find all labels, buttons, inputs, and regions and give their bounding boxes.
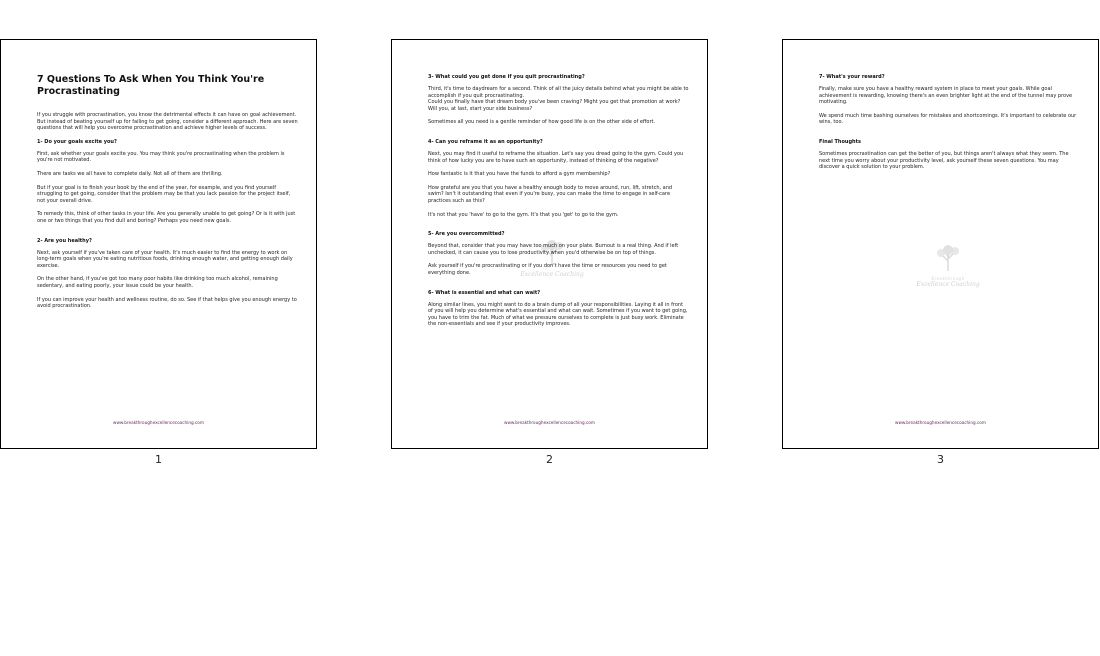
paragraph: Along similar lines, you might want to do a brain dump of all your responsibilities. Laying it all in front of you will help you determine what's essential and what can wait. Sometimes if you want to get going, you have to trim the fat. Much of what we pressure ourselves to complete is just busy work. Eliminate the non-essentials and see if your productivity improves.	[428, 301, 688, 328]
page-3	[782, 39, 1099, 449]
paragraph: To remedy this, think of other tasks in your life. Are you generally unable to get going? Or is it with just one or two things that you find dull and boring? Perhaps you need new goals.	[37, 211, 296, 224]
paragraph: How grateful are you that you have a healthy enough body to move around, run, lift, stretch, and swim? Isn't it outstanding that even if you're busy, you can make the time to engage in self-care practices such as this?	[428, 184, 673, 204]
intro-paragraph: If you struggle with procrastination, you know the detrimental effects it can have on goal achievement. But instead of beating yourself up for failing to get going, consider a different approach. Here are seven questions that will help you overcome procrastination and achieve higher levels of success.	[37, 112, 298, 132]
document-title: 7 Questions To Ask When You Think You're Procrastinating	[37, 74, 265, 97]
page-1	[0, 39, 317, 449]
paragraph: We spend much time bashing ourselves for mistakes and shortcomings. It's important to celebrate our wins, too.	[819, 112, 1077, 126]
paragraph: But if your goal is to finish your book by the end of the year, for example, and you find yourself struggling to get going, consider that the problem may be that you lack passion for the project itself, not your overall drive.	[37, 184, 291, 204]
paragraph: It's not that you 'have' to go to the gym. It's that you 'get' to go to the gym.	[428, 211, 619, 218]
page-2-wrapper	[391, 39, 708, 466]
paragraph: How fantastic is it that you have the funds to afford a gym membership?	[428, 171, 611, 178]
page-2-content	[428, 74, 689, 335]
footer-website-link[interactable]: www.breakthroughexcellencecoaching.com	[504, 420, 595, 425]
paragraph: Beyond that, consider that you may have too much on your plate. Burnout is a real thing. And if left unchecked, it can cause you to lose productivity when you'd otherwise be on top of things.	[428, 243, 679, 256]
page-number-label: 3	[937, 453, 944, 466]
paragraph: Sometimes all you need is a gentle reminder of how good life is on the other side of effort.	[428, 119, 656, 126]
question-6-heading: 6- What is essential and what can wait?	[428, 289, 541, 296]
paragraph: Sometimes procrastination can get the better of you, but things aren't always what they seem. The next time you worry about your productivity level, ask yourself these seven questions. You may discover a quick solution to your problem.	[819, 150, 1069, 171]
paragraph: Finally, make sure you have a healthy reward system in place to meet your goals. While goal achievement is rewarding, knowing there's an even brighter light at the end of the tunnel may prove motivating.	[819, 86, 1073, 106]
page-1-wrapper	[0, 39, 317, 466]
watermark-title: Breakthrough	[931, 276, 965, 281]
watermark-text: Excellence Coaching	[520, 271, 584, 278]
page-1-content	[37, 74, 298, 317]
paragraph: There are tasks we all have to complete daily. Not all of them are thrilling.	[37, 170, 223, 177]
question-5-heading: 5- Are you overcommitted?	[428, 231, 505, 238]
page-2	[391, 39, 708, 449]
question-7-heading: 7- What's your reward?	[819, 74, 885, 80]
paragraph: If you can improve your health and wellness routine, do so. See if that helps give you enough energy to avoid procrastination.	[37, 296, 297, 310]
question-1-heading: 1- Do your goals excite you?	[37, 138, 117, 145]
paragraph: Could you finally have that dream body you've been craving? Might you get that promotion at work? Will you, at last, start your side business?	[428, 99, 681, 112]
paragraph: Third, it's time to daydream for a second. Think of all the juicy details behind what you might be able to accomplish if you quit procrastinating.	[428, 86, 689, 99]
watermark-text: Excellence Coaching	[916, 281, 980, 288]
page-number-label: 1	[155, 453, 162, 466]
footer-website-link[interactable]: www.breakthroughexcellencecoaching.com	[895, 420, 986, 425]
page-3-content	[819, 74, 1080, 178]
question-4-heading: 4- Can you reframe it as an opportunity?	[428, 138, 543, 145]
logo-watermark	[898, 245, 998, 288]
paragraph: Next, you may find it useful to reframe the situation. Let's say you dread going to the gym. Could you think of how lucky you are to have such an opportunity, instead of thinking of the negative?	[428, 150, 684, 164]
paragraph: Next, ask yourself if you've taken care of your health. It's much easier to find the energy to work on long-term goals when you're eating nutritious foods, drinking enough water, and getting enough daily exercise.	[37, 249, 293, 269]
page-number-label: 2	[546, 453, 553, 466]
paragraph: First, ask whether your goals excite you. You may think you're procrastinating when the problem is you're not motivated.	[37, 150, 285, 164]
question-2-heading: 2- Are you healthy?	[37, 237, 92, 244]
paragraph: Ask yourself if you're procrastinating or if you don't have the time or resources you need to get everything done.	[428, 263, 667, 276]
footer-website-link[interactable]: www.breakthroughexcellencecoaching.com	[113, 420, 204, 425]
tree-logo-icon	[928, 245, 968, 271]
final-thoughts-heading: Final Thoughts	[819, 138, 861, 145]
question-3-heading: 3- What could you get done if you quit procrastinating?	[428, 74, 585, 80]
page-3-wrapper	[782, 39, 1099, 466]
paragraph: On the other hand, if you've got too many poor habits like drinking too much alcohol, remaining sedentary, and eating poorly, your issue could be your health.	[37, 276, 278, 289]
